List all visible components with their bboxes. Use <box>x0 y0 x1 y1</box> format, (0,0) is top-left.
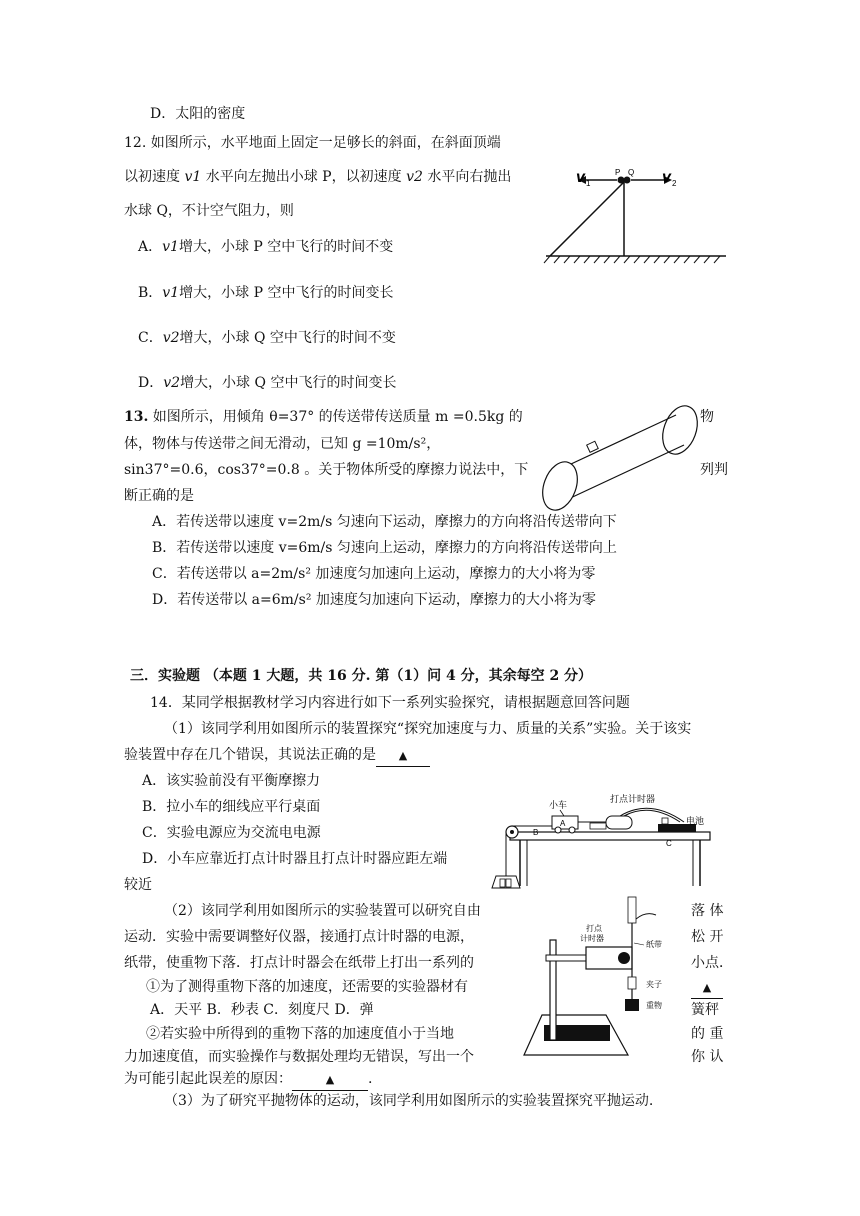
svg-text:P: P <box>615 168 621 177</box>
free-fall-figure <box>520 895 670 1065</box>
v1-symbol: v1 <box>184 169 202 185</box>
q14-opt1-a: A．该实验前没有平衡摩擦力 <box>142 773 321 789</box>
q14-part2-q2-line2: 力加速度值，而实验操作与数据处理均无错误，写出一个 <box>124 1049 474 1065</box>
answer-blank-2[interactable]: ▲ <box>691 977 723 999</box>
q13-stem-line1-tail: 物 <box>700 409 714 425</box>
q14-part2-line3: 纸带，使重物下落．打点计时器会在纸带上打出一系列的 <box>124 955 474 971</box>
q13-stem-line2: 体，物体与传送带之间无滑动，已知 g =10m/s²， <box>124 436 441 452</box>
q14-opt1-d: D．小车应靠近打点计时器且打点计时器应距左端 <box>142 851 448 867</box>
q14-part2-options-tail: 簧秤 <box>691 1002 719 1018</box>
section3-title: 三．实验题 （本题 1 大题，共 16 分. 第（1）问 4 分，其余每空 2 分） <box>130 668 593 684</box>
q14-part2-q2-line2-tail: 你 认 <box>691 1049 724 1065</box>
q13-stem-line3-tail: 列判 <box>700 462 728 478</box>
svg-text:小车: 小车 <box>549 800 568 810</box>
q14-part2-q2-line1: ②若实验中所得到的重物下落的加速度值小于当地 <box>146 1026 454 1042</box>
svg-text:A: A <box>560 819 566 828</box>
incline-figure <box>540 160 740 270</box>
svg-text:重物: 重物 <box>646 1001 662 1010</box>
q14-opt1-d-cont: 较近 <box>124 877 152 893</box>
conveyor-figure <box>530 410 695 505</box>
q14-part2-line2-tail: 松 开 <box>691 929 724 945</box>
q14-stem: 14．某同学根据教材学习内容进行如下一系列实验探究，请根据题意回答问题 <box>150 695 630 711</box>
q14-part2-q1: ①为了测得重物下落的加速度，还需要的实验器材有 <box>146 979 468 995</box>
q12-stem-line1: 12. 如图所示，水平地面上固定一足够长的斜面，在斜面顶端 <box>124 135 501 151</box>
svg-text:B: B <box>533 828 539 837</box>
weight <box>625 999 639 1011</box>
svg-text:v: v <box>662 169 671 186</box>
q14-part2-q2-line3: 为可能引起此误差的原因： ▲ . <box>124 1069 372 1091</box>
q14-opt1-b: B．拉小车的细线应平行桌面 <box>142 799 321 815</box>
q12-option-c: C．v2增大，小球 Q 空中飞行的时间不变 <box>138 330 396 346</box>
answer-blank-1[interactable]: ▲ <box>376 746 430 767</box>
cart-apparatus-figure <box>490 780 730 892</box>
q12-stem-line2: 以初速度 v1 水平向左抛出小球 P，以初速度 v2 水平向右抛出 <box>124 169 512 185</box>
q12-option-b: B．v1增大，小球 P 空中飞行的时间变长 <box>138 285 394 301</box>
svg-text:打点: 打点 <box>586 924 602 933</box>
q13-option-d: D．若传送带以 a=6m/s² 加速度匀加速向下运动，摩擦力的大小将为零 <box>152 592 596 608</box>
svg-text:电池: 电池 <box>686 816 705 826</box>
q13-option-b: B．若传送带以速度 v=6m/s 匀速向上运动，摩擦力的方向将沿传送带向上 <box>152 540 617 556</box>
svg-text:Q: Q <box>628 168 635 177</box>
q14-part3: （3）为了研究平抛物体的运动，该同学利用如图所示的实验装置探究平抛运动. <box>164 1093 654 1109</box>
ball-p <box>618 177 625 184</box>
q14-part2-line2: 运动．实验中需要调整好仪器，接通打点计时器的电源， <box>124 929 474 945</box>
v2-symbol: v2 <box>406 169 423 185</box>
q14-part2-options: A．天平 B．秒表 C．刻度尺 D．弹 <box>150 1002 374 1018</box>
answer-blank-3[interactable]: ▲ <box>292 1070 368 1091</box>
q13-stem-line4: 断正确的是 <box>124 488 194 504</box>
svg-text:计时器: 计时器 <box>580 934 604 943</box>
svg-text:C: C <box>666 839 672 848</box>
q13-option-c: C．若传送带以 a=2m/s² 加速度匀加速向上运动，摩擦力的大小将为零 <box>152 566 596 582</box>
svg-text:2: 2 <box>672 179 677 188</box>
svg-text:1: 1 <box>586 179 591 188</box>
ball-q <box>624 177 631 184</box>
q12-option-d: D．v2增大，小球 Q 空中飞行的时间变长 <box>138 375 397 391</box>
svg-text:v: v <box>576 169 585 186</box>
q14-part2-line3-tail: 小点． <box>691 955 733 971</box>
q14-part2-line1: （2）该同学利用如图所示的实验装置可以研究自由 <box>164 903 481 919</box>
clip <box>628 977 636 989</box>
q13-stem-line1: 13. 如图所示，用倾角 θ=37° 的传送带传送质量 m =0.5kg 的 <box>124 409 523 425</box>
q12-option-a: A．v1增大，小球 P 空中飞行的时间不变 <box>138 239 394 255</box>
q12-stem-line3: 水球 Q，不计空气阻力，则 <box>124 203 294 219</box>
table-top <box>510 832 710 840</box>
q13-stem-line3: sin37°=0.6，cos37°=0.8 。关于物体所受的摩擦力说法中，下 <box>124 462 529 478</box>
q11-option-d: D．太阳的密度 <box>150 106 246 122</box>
svg-text:夹子: 夹子 <box>646 980 662 989</box>
q14-part1-line1: （1）该同学利用如图所示的装置探究“探究加速度与力、质量的关系”实验。关于该实 <box>164 721 692 737</box>
conveyor-block <box>587 441 599 452</box>
q14-part1-line2: 验装置中存在几个错误，其说法正确的是 ▲ <box>124 745 430 767</box>
q14-part2-q2-line1-tail: 的 重 <box>691 1026 724 1042</box>
svg-text:打点计时器: 打点计时器 <box>610 794 656 804</box>
q13-option-a: A．若传送带以速度 v=2m/s 匀速向下运动，摩擦力的方向将沿传送带向下 <box>152 514 617 530</box>
q14-opt1-c: C．实验电源应为交流电电源 <box>142 825 321 841</box>
hand-icon <box>636 914 656 919</box>
svg-text:纸带: 纸带 <box>646 940 662 949</box>
timer <box>606 816 632 829</box>
q14-part2-line1-tail: 落 体 <box>691 903 724 919</box>
